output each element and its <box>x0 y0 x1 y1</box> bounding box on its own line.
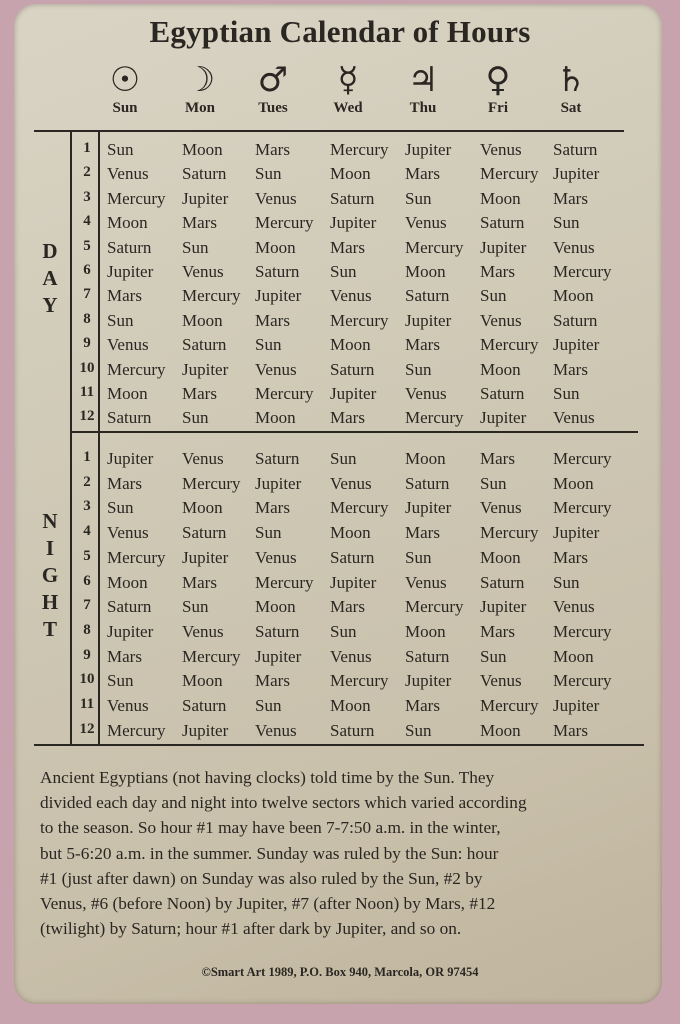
day-side-label-letter: Y <box>42 293 58 317</box>
planet-cell: Jupiter <box>330 572 377 592</box>
planet-cell: Sun <box>107 310 134 330</box>
planet-cell: Saturn <box>553 310 598 330</box>
planet-cell: Jupiter <box>480 597 527 617</box>
planet-cell: Mars <box>330 597 365 617</box>
planet-cell: Venus <box>255 188 297 208</box>
description-line: #1 (just after dawn) on Sunday was also ruled by the Sun, #2 by <box>40 868 483 888</box>
planet-cell: Mars <box>182 572 217 592</box>
hour-number: 7 <box>83 597 91 614</box>
copyright-footer: ©Smart Art 1989, P.O. Box 940, Marcola, OR 97454 <box>201 965 479 979</box>
card-title: Egyptian Calendar of Hours <box>149 14 531 49</box>
planet-cell: Mercury <box>553 449 612 468</box>
description-line: to the season. So hour #1 may have been 7-7:50 a.m. in the winter, <box>40 818 501 838</box>
planet-cell: Saturn <box>480 213 525 233</box>
planet-cell: Sun <box>107 140 134 159</box>
planet-cell: Saturn <box>107 237 152 257</box>
planet-cell: Jupiter <box>553 696 600 715</box>
description-line: but 5-6:20 a.m. in the summer. Sunday was ruled by the Sun: hour <box>40 843 499 863</box>
planet-cell: Saturn <box>405 473 450 493</box>
planet-cell: Mars <box>553 720 588 740</box>
planet-cell: Saturn <box>255 262 300 281</box>
planet-cell: Moon <box>182 140 223 159</box>
planet-cell: Venus <box>255 359 297 379</box>
planet-cell: Mars <box>405 164 440 184</box>
planet-cell: Mars <box>330 237 365 257</box>
planet-cell: Mercury <box>480 164 539 184</box>
sun-planet-symbol-icon: ☉ <box>109 60 141 100</box>
planet-cell: Sun <box>480 286 507 306</box>
planet-cell: Jupiter <box>553 335 600 355</box>
planet-cell: Mars <box>255 310 290 330</box>
planet-cell: Venus <box>182 449 224 468</box>
day-night-divider <box>72 431 638 433</box>
hour-number: 1 <box>83 140 91 156</box>
planet-cell: Jupiter <box>107 449 154 468</box>
planet-cell: Mercury <box>107 188 166 208</box>
planet-cell: Mercury <box>330 671 389 691</box>
planet-cell: Moon <box>182 310 223 330</box>
table-top-rule <box>34 130 624 132</box>
planet-cell: Venus <box>330 286 372 306</box>
planet-cell: Venus <box>480 498 522 518</box>
planet-cell: Mercury <box>480 523 539 543</box>
planet-cell: Saturn <box>182 335 227 355</box>
planet-cell: Mars <box>405 696 440 715</box>
planet-cell: Moon <box>480 720 521 740</box>
planet-cell: Mars <box>405 335 440 355</box>
planet-cell: Moon <box>405 262 446 281</box>
planet-cell: Jupiter <box>405 140 452 159</box>
planet-cell: Mars <box>182 384 217 403</box>
planet-cell: Mercury <box>255 572 314 592</box>
planet-cell: Mercury <box>480 696 539 715</box>
planet-cell: Mercury <box>553 671 612 691</box>
planet-cell: Sun <box>182 597 209 617</box>
planet-cell: Venus <box>330 646 372 666</box>
hour-number: 8 <box>83 310 91 327</box>
planet-cell: Venus <box>330 473 372 493</box>
night-side-label-letter: G <box>41 563 59 587</box>
planet-cell: Jupiter <box>255 646 302 666</box>
planet-cell: Venus <box>553 408 595 428</box>
planet-cell: Sun <box>255 696 282 715</box>
day-label-sat: Sat <box>560 100 582 116</box>
planet-cell: Jupiter <box>182 188 229 208</box>
planet-cell: Saturn <box>405 646 450 666</box>
planet-cell: Saturn <box>182 696 227 715</box>
planet-cell: Saturn <box>330 188 375 208</box>
planet-cell: Mercury <box>107 547 166 567</box>
planet-cell: Mercury <box>255 213 314 233</box>
planet-cell: Mars <box>330 408 365 428</box>
planet-cell: Moon <box>182 498 223 518</box>
night-side-label-letter: T <box>42 617 57 641</box>
planet-cell: Venus <box>480 140 522 159</box>
hour-number: 3 <box>83 498 91 515</box>
planet-cell: Sun <box>330 449 357 468</box>
planet-cell: Venus <box>182 262 224 281</box>
planet-cell: Mars <box>480 621 515 641</box>
planet-cell: Sun <box>107 671 134 691</box>
hour-column-rule <box>98 131 100 745</box>
planet-cell: Moon <box>107 384 148 403</box>
day-side-label-letter: D <box>42 239 58 263</box>
planet-cell: Mars <box>553 188 588 208</box>
planet-cell: Jupiter <box>330 213 377 233</box>
table-bottom-rule <box>34 744 644 746</box>
planet-cell: Moon <box>553 646 594 666</box>
planet-cell: Mercury <box>107 359 166 379</box>
planet-cell: Saturn <box>255 449 300 468</box>
wed-planet-symbol-icon: ☿ <box>337 60 359 100</box>
planet-cell: Mars <box>553 547 588 567</box>
planet-cell: Sun <box>553 384 580 403</box>
planet-cell: Saturn <box>330 359 375 379</box>
mon-planet-symbol-icon: ☽ <box>184 60 216 100</box>
planet-cell: Mercury <box>480 335 539 355</box>
planet-cell: Jupiter <box>255 473 302 493</box>
planet-cell: Moon <box>107 572 148 592</box>
planet-cell: Venus <box>480 310 522 330</box>
hour-number: 10 <box>79 359 95 376</box>
description-line: Venus, #6 (before Noon) by Jupiter, #7 (after Noon) by Mars, #12 <box>40 894 496 914</box>
planet-cell: Saturn <box>330 720 375 740</box>
planet-cell: Venus <box>107 335 149 355</box>
planet-cell: Mercury <box>405 237 464 257</box>
planet-cell: Sun <box>480 473 507 493</box>
hour-number: 1 <box>83 449 91 465</box>
planet-cell: Venus <box>255 720 297 740</box>
planet-cell: Venus <box>553 237 595 257</box>
hour-number: 10 <box>79 671 95 688</box>
hour-number: 7 <box>83 286 91 303</box>
planet-cell: Jupiter <box>182 547 229 567</box>
planet-cell: Mars <box>182 213 217 233</box>
planet-cell: Venus <box>405 572 447 592</box>
planet-cell: Sun <box>405 188 432 208</box>
planet-cell: Sun <box>330 262 357 281</box>
planet-cell: Moon <box>255 237 296 257</box>
planet-cell: Sun <box>405 359 432 379</box>
planet-cell: Mercury <box>182 473 241 493</box>
planet-cell: Sun <box>255 523 282 543</box>
planet-cell: Saturn <box>330 547 375 567</box>
planet-cell: Moon <box>405 449 446 468</box>
planet-cell: Saturn <box>182 523 227 543</box>
planet-cell: Mercury <box>405 408 464 428</box>
planet-cell: Moon <box>255 408 296 428</box>
planet-cell: Venus <box>107 523 149 543</box>
planet-cell: Sun <box>182 408 209 428</box>
planet-cell: Mercury <box>553 262 612 281</box>
hour-number: 2 <box>83 473 91 490</box>
planet-cell: Moon <box>480 188 521 208</box>
hour-number: 12 <box>79 720 95 737</box>
planet-cell: Moon <box>330 335 371 355</box>
planet-cell: Mercury <box>553 621 612 641</box>
day-label-wed: Wed <box>333 100 363 116</box>
planet-cell: Jupiter <box>553 523 600 543</box>
planet-cell: Moon <box>480 547 521 567</box>
sat-planet-symbol-icon: ♄ <box>555 60 587 100</box>
hour-number: 2 <box>83 164 91 181</box>
planet-cell: Moon <box>553 286 594 306</box>
planet-cell: Mars <box>480 449 515 468</box>
planet-cell: Moon <box>480 359 521 379</box>
planet-cell: Sun <box>182 237 209 257</box>
planet-cell: Sun <box>480 646 507 666</box>
planet-cell: Sun <box>405 547 432 567</box>
description-line: divided each day and night into twelve sectors which varied according <box>40 793 527 813</box>
planet-cell: Saturn <box>107 408 152 428</box>
fri-planet-symbol-icon: ♀ <box>485 60 511 100</box>
description-line: (twilight) by Saturn; hour #1 after dark by Jupiter, and so on. <box>40 919 462 939</box>
planet-cell: Sun <box>553 213 580 233</box>
planet-cell: Mars <box>255 140 290 159</box>
planet-cell: Jupiter <box>255 286 302 306</box>
description-paragraph <box>40 765 660 941</box>
description-line: Ancient Egyptians (not having clocks) told time by the Sun. They <box>40 768 495 787</box>
planet-cell: Mars <box>255 671 290 691</box>
planet-cell: Saturn <box>182 164 227 184</box>
planet-cell: Mercury <box>255 384 314 403</box>
planet-cell: Saturn <box>255 621 300 641</box>
planet-cell: Mercury <box>182 286 241 306</box>
hour-number: 9 <box>83 646 91 663</box>
day-label-sun: Sun <box>112 100 138 116</box>
hour-number: 3 <box>83 188 91 205</box>
day-label-mon: Mon <box>185 100 215 116</box>
planet-cell: Jupiter <box>405 671 452 691</box>
planet-cell: Jupiter <box>107 621 154 641</box>
hour-number: 9 <box>83 335 91 352</box>
planet-cell: Venus <box>405 384 447 403</box>
planet-cell: Saturn <box>107 597 152 617</box>
planet-cell: Mercury <box>405 597 464 617</box>
planet-cell: Saturn <box>405 286 450 306</box>
hour-number: 4 <box>83 523 91 540</box>
planet-cell: Sun <box>107 498 134 518</box>
planet-cell: Jupiter <box>480 237 527 257</box>
planet-cell: Venus <box>255 547 297 567</box>
planet-cell: Moon <box>182 671 223 691</box>
hour-number: 11 <box>79 384 95 400</box>
planet-cell: Mars <box>553 359 588 379</box>
planet-cell: Jupiter <box>480 408 527 428</box>
hour-number: 5 <box>83 237 91 254</box>
planet-cell: Jupiter <box>405 310 452 330</box>
planet-cell: Venus <box>107 164 149 184</box>
planet-cell: Mars <box>107 473 142 493</box>
planet-cell: Mercury <box>330 140 389 159</box>
planet-cell: Jupiter <box>405 498 452 518</box>
hour-number: 12 <box>79 408 95 425</box>
planet-cell: Jupiter <box>330 384 377 403</box>
planet-cell: Mars <box>107 646 142 666</box>
label-column-rule <box>70 131 72 745</box>
planet-cell: Mercury <box>182 646 241 666</box>
planet-cell: Moon <box>330 696 371 715</box>
planet-cell: Mercury <box>330 498 389 518</box>
day-side-label-letter: A <box>42 266 58 290</box>
planet-cell: Moon <box>330 523 371 543</box>
thu-planet-symbol-icon: ♃ <box>407 60 439 100</box>
planet-cell: Sun <box>553 572 580 592</box>
planet-cell: Venus <box>182 621 224 641</box>
planet-cell: Sun <box>255 164 282 184</box>
planet-cell: Jupiter <box>182 359 229 379</box>
day-label-thu: Thu <box>409 100 437 116</box>
planet-cell: Mercury <box>553 498 612 518</box>
hour-number: 11 <box>79 696 95 712</box>
hour-number: 4 <box>83 213 91 230</box>
tues-planet-symbol-icon: ♂ <box>257 60 289 100</box>
planet-cell: Saturn <box>480 572 525 592</box>
planet-cell: Venus <box>107 696 149 715</box>
planet-cell: Mars <box>480 262 515 281</box>
planet-cell: Sun <box>330 621 357 641</box>
planet-cell: Saturn <box>553 140 598 159</box>
planet-cell: Saturn <box>480 384 525 403</box>
hour-number: 5 <box>83 547 91 564</box>
hour-number: 8 <box>83 621 91 638</box>
day-label-tues: Tues <box>258 100 288 116</box>
planet-cell: Venus <box>553 597 595 617</box>
planet-cell: Jupiter <box>182 720 229 740</box>
planet-cell: Venus <box>480 671 522 691</box>
planet-cell: Moon <box>405 621 446 641</box>
planet-cell: Moon <box>255 597 296 617</box>
planet-cell: Moon <box>330 164 371 184</box>
night-side-label-letter: I <box>45 536 55 560</box>
night-side-label-letter: N <box>42 509 58 533</box>
planet-cell: Moon <box>553 473 594 493</box>
hour-number: 6 <box>83 572 91 589</box>
planet-cell: Jupiter <box>553 164 600 184</box>
hour-number: 6 <box>83 262 91 278</box>
night-side-label-letter: H <box>41 590 59 614</box>
planet-cell: Moon <box>107 213 148 233</box>
planet-cell: Mercury <box>107 720 166 740</box>
planet-cell: Mars <box>107 286 142 306</box>
planet-cell: Sun <box>405 720 432 740</box>
planet-cell: Mars <box>405 523 440 543</box>
planet-cell: Sun <box>255 335 282 355</box>
planet-cell: Venus <box>405 213 447 233</box>
planet-cell: Mercury <box>330 310 389 330</box>
day-label-fri: Fri <box>488 100 508 116</box>
planet-cell: Jupiter <box>107 262 154 281</box>
planet-cell: Mars <box>255 498 290 518</box>
